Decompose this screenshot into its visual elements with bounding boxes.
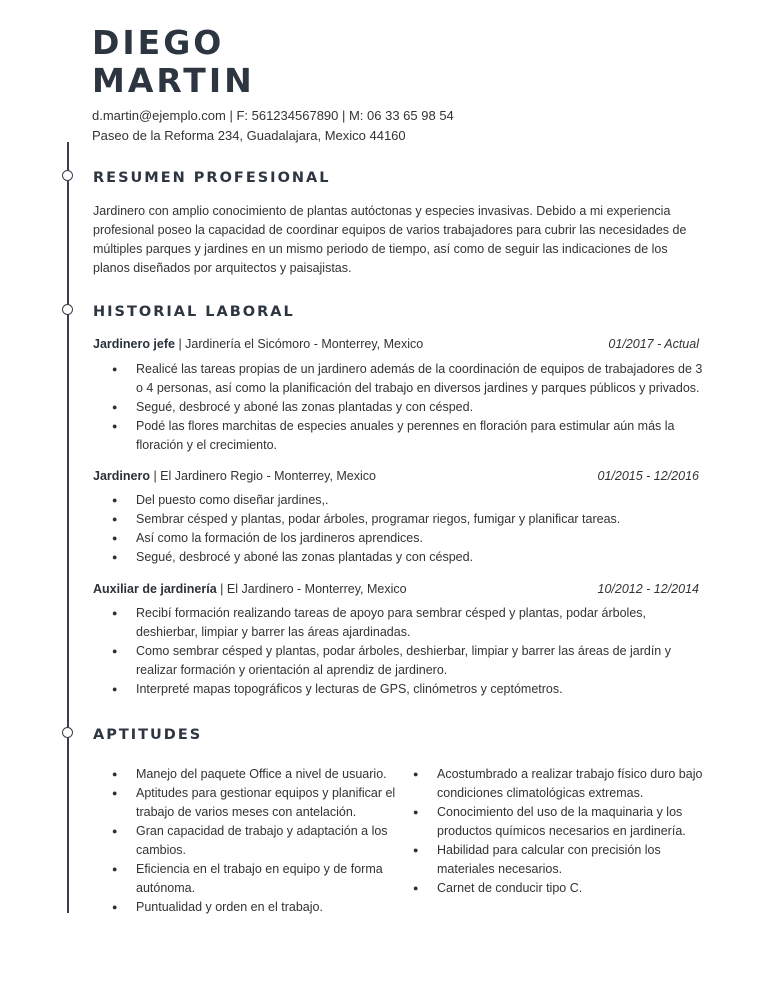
job-bullet-list — [112, 491, 704, 567]
job-dates: 01/2015 - 12/2016 — [597, 469, 699, 483]
job-bullet: ● Segué, desbrocé y aboné las zonas plantadas y con césped. — [112, 398, 704, 417]
job-dates: 01/2017 - Actual — [608, 337, 699, 351]
skills-list-left — [112, 765, 402, 917]
candidate-name — [92, 24, 255, 100]
job-bullet: ● Recibí formación realizando tareas de apoyo para sembrar césped y plantas, podar árboles, deshierbar, limpiar y barrer las áreas ajardinadas. — [112, 604, 704, 642]
skill-item: ● Conocimiento del uso de la maquinaria y los productos químicos necesarios en jardinería. — [413, 803, 703, 841]
skill-item: ● Habilidad para calcular con precisión los materiales necesarios. — [413, 841, 703, 879]
contact-block — [92, 106, 454, 146]
job-bullet: ● Como sembrar césped y plantas, podar árboles, deshierbar, limpiar y barrer las áreas de jardín y realizar formación y orientación al aprendiz de jardinero. — [112, 642, 704, 680]
skills-title: APTITUDES — [93, 727, 203, 743]
job-header — [93, 580, 699, 598]
job-header — [93, 335, 699, 353]
job-bullet: ● Del puesto como diseñar jardines,. — [112, 491, 704, 510]
job-bullet: ● Interpreté mapas topográficos y lecturas de GPS, clinómetros y ceptómetros. — [112, 680, 704, 699]
skill-item: ● Acostumbrado a realizar trabajo físico duro bajo condiciones climatológicas extremas. — [413, 765, 703, 803]
first-name: DIEGO — [92, 23, 225, 62]
job-position: Auxiliar de jardinería — [93, 582, 217, 596]
job-bullet-list — [112, 360, 704, 455]
skills-list-right — [413, 765, 703, 898]
job-position: Jardinero jefe — [93, 337, 175, 351]
job-bullet: ● Realicé las tareas propias de un jardinero además de la coordinación de equipos de trabajadores de 3 o 4 personas, así como la planificación del trabajo en diversos jardines y parques públicos y privados. — [112, 360, 704, 398]
timeline-node-experience — [62, 304, 73, 315]
last-name: MARTIN — [92, 61, 255, 100]
job-company: | El Jardinero Regio - Monterrey, Mexico — [149, 469, 376, 483]
job-bullet-list — [112, 604, 704, 699]
experience-title: HISTORIAL LABORAL — [93, 304, 295, 320]
job-dates: 10/2012 - 12/2014 — [597, 582, 699, 596]
job-company: | El Jardinero - Monterrey, Mexico — [216, 582, 407, 596]
skill-item: ● Gran capacidad de trabajo y adaptación a los cambios. — [112, 822, 402, 860]
job-bullet: ● Podé las flores marchitas de especies anuales y perennes en floración para estimular aún más la floración y el crecimiento. — [112, 417, 704, 455]
timeline-node-skills — [62, 727, 73, 738]
job-header — [93, 467, 699, 485]
skill-item: ● Manejo del paquete Office a nivel de usuario. — [112, 765, 402, 784]
job-bullet: ● Así como la formación de los jardineros aprendices. — [112, 529, 704, 548]
skill-item: ● Aptitudes para gestionar equipos y planificar el trabajo de varios meses con antelación. — [112, 784, 402, 822]
job-position: Jardinero — [93, 469, 150, 483]
contact-line: d.martin@ejemplo.com | F: 561234567890 | M: 06 33 65 98 54 — [92, 108, 454, 123]
summary-title: RESUMEN PROFESIONAL — [93, 170, 331, 186]
timeline-node-summary — [62, 170, 73, 181]
summary-text: Jardinero con amplio conocimiento de plantas autóctonas y especies invasivas. Debido a mi experiencia profesional poseo la capacidad de coordinar equipos de varios trabajadores para cubrir las necesidades de múltiples parques y jardines en un mismo periodo de tiempo, así como de seguir las indicaciones de los planos diseñados por arquitectos y paisajistas. — [93, 204, 687, 275]
job-bullet: ● Segué, desbrocé y aboné las zonas plantadas y con césped. — [112, 548, 704, 567]
timeline-line — [67, 142, 69, 913]
job-company: | Jardinería el Sicómoro - Monterrey, Mexico — [174, 337, 424, 351]
address: Paseo de la Reforma 234, Guadalajara, Mexico 44160 — [92, 128, 406, 143]
skill-item: ● Carnet de conducir tipo C. — [413, 879, 703, 898]
job-bullet: ● Sembrar césped y plantas, podar árboles, programar riegos, fumigar y planificar tareas. — [112, 510, 704, 529]
skill-item: ● Puntualidad y orden en el trabajo. — [112, 898, 402, 917]
skill-item: ● Eficiencia en el trabajo en equipo y de forma autónoma. — [112, 860, 402, 898]
